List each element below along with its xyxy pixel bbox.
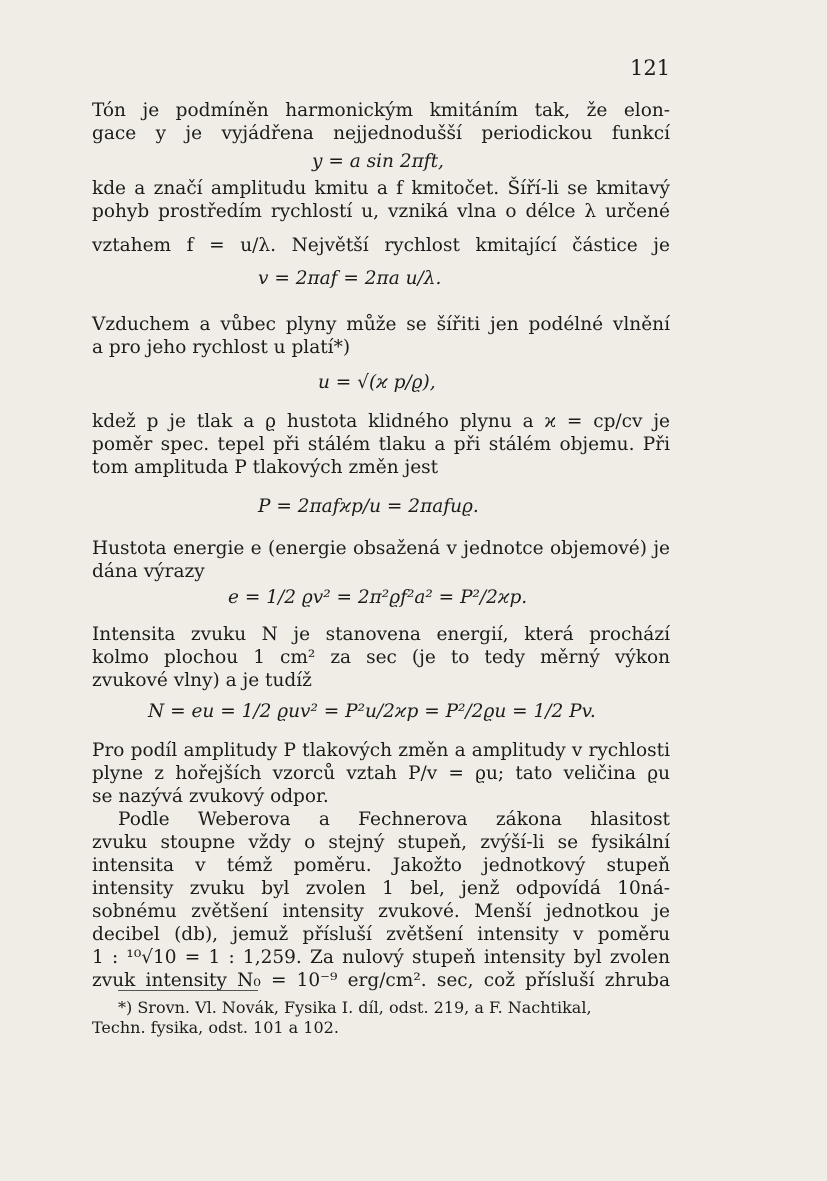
footnote-line: *) Srovn. Vl. Novák, Fysika I. díl, odst. 219, a F. Nachtikal, xyxy=(118,998,592,1017)
text-line: Vzduchem a vůbec plyny může se šířiti jen podélné vlnění xyxy=(92,314,670,335)
text-line: dána výrazy xyxy=(92,561,205,582)
text-line: zvukové vlny) a je tudíž xyxy=(92,670,312,691)
text-line: Intensita zvuku N je stanovena energií, která prochází xyxy=(92,624,670,645)
text-line: a pro jeho rychlost u platí*) xyxy=(92,337,351,358)
text-line: decibel (db), jemuž přísluší zvětšení intensity v poměru xyxy=(92,924,670,945)
text-line: intensity zvuku byl zvolen 1 bel, jenž odpovídá 10ná- xyxy=(92,878,670,899)
text-line: Podle Weberova a Fechnerova zákona hlasitost xyxy=(118,809,670,830)
footnote-rule xyxy=(118,990,258,991)
text-line: sobnému zvětšení intensity zvukové. Menší jednotkou je xyxy=(92,901,670,922)
text-line: kde a značí amplitudu kmitu a f kmitočet. Šíří-li se kmitavý xyxy=(92,178,670,199)
text-line: se nazývá zvukový odpor. xyxy=(92,786,329,807)
text-line: plyne z hořejších vzorců vztah P/v = ϱu; tato veličina ϱu xyxy=(92,763,670,784)
text-line: kdež p je tlak a ϱ hustota klidného plynu a ϰ = cp/cv je xyxy=(92,411,670,432)
equation-sound-speed: u = √(ϰ p/ϱ), xyxy=(318,372,436,393)
text-line: Tón je podmíněn harmonickým kmitáním tak, že elon- xyxy=(92,100,670,121)
text-line: vztahem f = u/λ. Největší rychlost kmitající částice je xyxy=(92,235,670,256)
equation-max-velocity: v = 2πaf = 2πa u/λ. xyxy=(258,268,442,289)
text-line: zvuk intensity N₀ = 10⁻⁹ erg/cm². sec, což přísluší zhruba xyxy=(92,970,670,991)
text-line: gace y je vyjádřena nejjednodušší periodickou funkcí xyxy=(92,123,670,144)
equation-intensity: N = eu = 1/2 ϱuv² = P²u/2ϰp = P²/2ϱu = 1/2 Pv. xyxy=(148,701,596,722)
text-line: intensita v témž poměru. Jakožto jednotkový stupeň xyxy=(92,855,670,876)
footnote-line: Techn. fysika, odst. 101 a 102. xyxy=(92,1018,339,1037)
text-line: tom amplituda P tlakových změn jest xyxy=(92,457,439,478)
text-line: Hustota energie e (energie obsažená v jednotce objemové) je xyxy=(92,538,670,559)
text-line: 1 : ¹⁰√10 = 1 : 1,259. Za nulový stupeň intensity byl zvolen xyxy=(92,947,670,968)
equation-sine-function: y = a sin 2πft, xyxy=(312,151,444,172)
text-line: Pro podíl amplitudy P tlakových změn a amplitudy v rychlosti xyxy=(92,740,670,761)
equation-pressure-amplitude: P = 2πafϰp/u = 2πafuϱ. xyxy=(258,496,479,517)
text-line: kolmo plochou 1 cm² za sec (je to tedy měrný výkon xyxy=(92,647,670,668)
page-number: 121 xyxy=(630,56,671,80)
text-line: zvuku stoupne vždy o stejný stupeň, zvýší-li se fysikální xyxy=(92,832,670,853)
text-line: pohyb prostředím rychlostí u, vzniká vlna o délce λ určené xyxy=(92,201,670,222)
text-line: poměr spec. tepel při stálém tlaku a při stálém objemu. Při xyxy=(92,434,670,455)
equation-energy-density: e = 1/2 ϱv² = 2π²ϱf²a² = P²/2ϰp. xyxy=(228,587,528,608)
